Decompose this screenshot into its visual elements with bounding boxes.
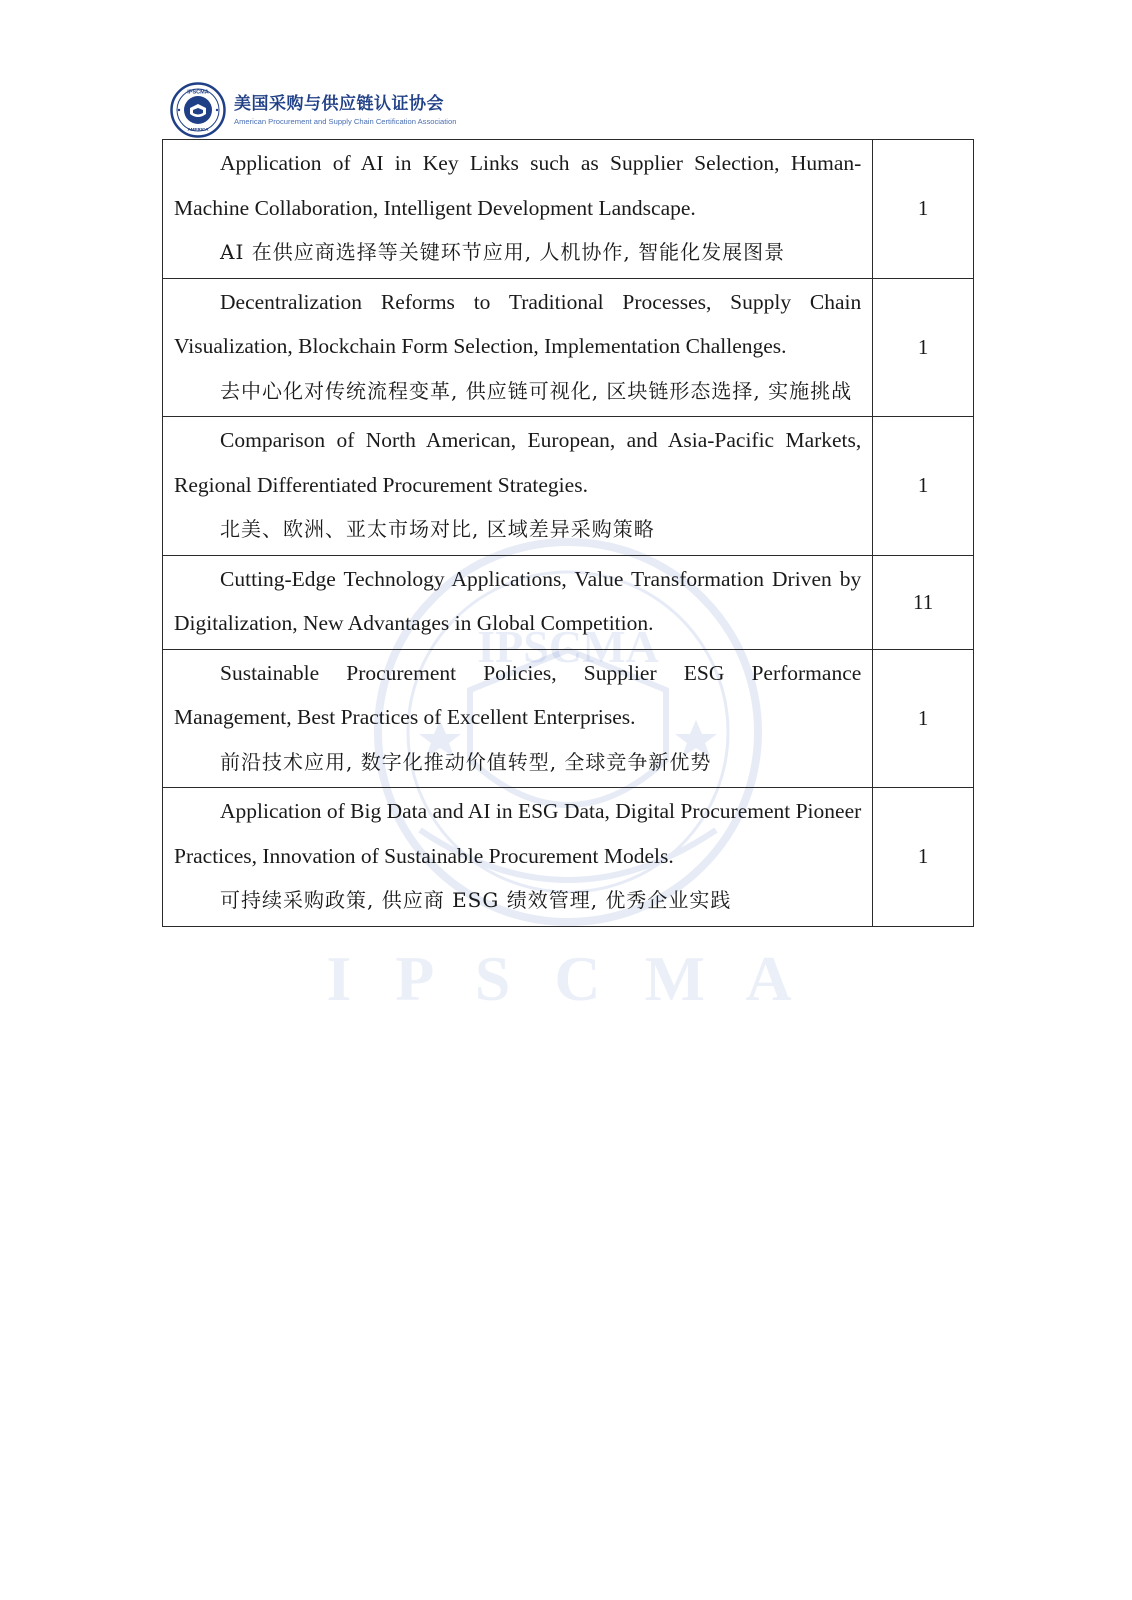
table-row — [163, 278, 974, 417]
topic-description-english: Comparison of North American, European, and Asia-Pacific Markets, Regional Differentiated Procurement Strategies. — [174, 428, 862, 497]
topic-description-chinese: 前沿技术应用, 数字化推动价值转型, 全球竞争新优势 — [220, 749, 712, 774]
topic-count-cell: 1 — [873, 278, 974, 417]
table-row — [163, 788, 974, 927]
topic-count-cell: 1 — [873, 788, 974, 927]
topic-description-english: Sustainable Procurement Policies, Supplier ESG Performance Management, Best Practices of Excellent Enterprises. — [174, 660, 862, 729]
topic-description-chinese: 北美、欧洲、亚太市场对比, 区域差异采购策略 — [220, 517, 655, 541]
topic-description-chinese: 去中心化对传统流程变革, 供应链可视化, 区块链形态选择, 实施挑战 — [220, 378, 853, 403]
topic-count-cell: 11 — [873, 555, 974, 649]
logo-top-text: IPSCMA — [187, 89, 209, 96]
document-header — [170, 82, 456, 138]
topic-count-cell: 1 — [873, 140, 974, 279]
topic-description-english: Decentralization Reforms to Traditional Processes, Supply Chain Visualization, Blockchain Form Selection, Implementation Challenges. — [174, 289, 862, 358]
table-row — [163, 649, 974, 788]
topic-description-cell — [163, 140, 873, 279]
organization-name-english: American Procurement and Supply Chain Certification Association — [234, 117, 457, 126]
topic-description-cell — [163, 417, 873, 556]
topic-count-cell: 1 — [873, 649, 974, 788]
ipscma-logo — [170, 82, 226, 138]
topic-description-english: Application of AI in Key Links such as Supplier Selection, Human-Machine Collaboration, Intelligent Development Landscape. — [174, 151, 862, 220]
watermark-big-text: I P S C M A — [326, 943, 806, 1014]
logo-bottom-text: AMERICA — [187, 127, 209, 132]
topic-description-cell — [163, 649, 873, 788]
course-topics-table — [162, 139, 974, 927]
topic-description-cell — [163, 555, 873, 649]
organization-name — [234, 93, 456, 127]
topic-description-chinese: AI 在供应商选择等关键环节应用, 人机协作, 智能化发展图景 — [220, 240, 786, 264]
topic-description-cell — [163, 278, 873, 417]
watermark-ring-text: IPSCMA — [477, 621, 659, 672]
topic-description-english: Cutting-Edge Technology Applications, Value Transformation Driven by Digitalization, New Advantages in Global Competition. — [174, 566, 862, 635]
topic-description-cell — [163, 788, 873, 927]
topic-description-english: Application of Big Data and AI in ESG Data, Digital Procurement Pioneer Practices, Innovation of Sustainable Procurement Models. — [174, 799, 862, 868]
table-row — [163, 417, 974, 556]
table-row — [163, 140, 974, 279]
topic-count-cell: 1 — [873, 417, 974, 556]
table-row — [163, 555, 974, 649]
topic-description-chinese: 可持续采购政策, 供应商 ESG 绩效管理, 优秀企业实践 — [220, 888, 732, 912]
organization-name-chinese: 美国采购与供应链认证协会 — [234, 94, 444, 114]
